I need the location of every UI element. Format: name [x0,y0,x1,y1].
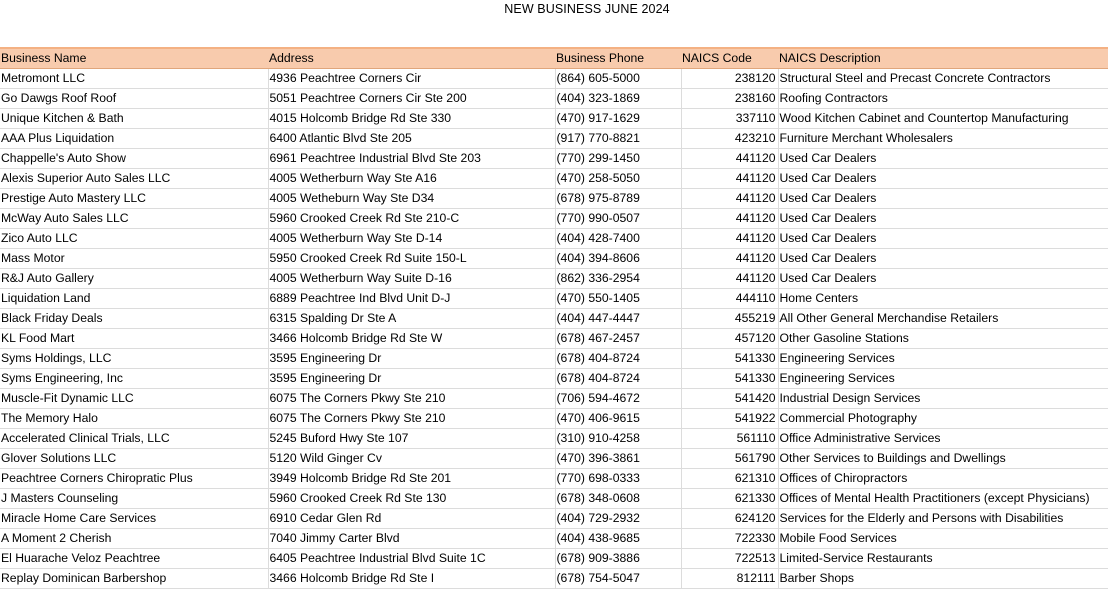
table-row [0,249,1108,269]
cell-naics-description[interactable]: Engineering Services [778,349,1108,369]
cell-business-phone[interactable]: (678) 975-8789 [555,189,681,209]
cell-business-phone[interactable]: (917) 770-8821 [555,129,681,149]
cell-business-name[interactable]: KL Food Mart [0,329,268,349]
cell-naics-code[interactable]: 423210 [681,129,778,149]
cell-address[interactable]: 5245 Buford Hwy Ste 107 [268,429,555,449]
table-row [0,189,1108,209]
cell-naics-description[interactable]: Wood Kitchen Cabinet and Countertop Manufacturing [778,109,1108,129]
cell-business-phone[interactable]: (678) 348-0608 [555,489,681,509]
cell-address[interactable]: 4005 Wetherburn Way Ste A16 [268,169,555,189]
table-row [0,109,1108,129]
cell-naics-description[interactable]: Limited-Service Restaurants [778,549,1108,569]
cell-naics-description[interactable]: Used Car Dealers [778,269,1108,289]
cell-naics-description[interactable]: Used Car Dealers [778,229,1108,249]
cell-business-name[interactable]: Prestige Auto Mastery LLC [0,189,268,209]
cell-naics-code[interactable]: 238160 [681,89,778,109]
cell-business-phone[interactable]: (470) 396-3861 [555,449,681,469]
cell-naics-code[interactable]: 541922 [681,409,778,429]
cell-business-name[interactable]: Zico Auto LLC [0,229,268,249]
cell-naics-description[interactable]: Used Car Dealers [778,209,1108,229]
cell-business-name[interactable]: Miracle Home Care Services [0,509,268,529]
cell-address[interactable]: 3466 Holcomb Bridge Rd Ste W [268,329,555,349]
cell-business-name[interactable]: Metromont LLC [0,69,268,89]
page-title: NEW BUSINESS JUNE 2024 [504,2,670,16]
cell-naics-description[interactable]: Offices of Mental Health Practitioners (except Physicians) [778,489,1108,509]
table-row [0,389,1108,409]
cell-business-phone[interactable]: (706) 594-4672 [555,389,681,409]
table-row [0,329,1108,349]
cell-business-phone[interactable]: (770) 990-0507 [555,209,681,229]
cell-address[interactable]: 5960 Crooked Creek Rd Ste 210-C [268,209,555,229]
cell-address[interactable]: 4005 Wetherburn Way Ste D-14 [268,229,555,249]
cell-naics-description[interactable]: Other Gasoline Stations [778,329,1108,349]
cell-naics-description[interactable]: Used Car Dealers [778,169,1108,189]
cell-address[interactable]: 4005 Wetherburn Way Suite D-16 [268,269,555,289]
cell-business-name[interactable]: McWay Auto Sales LLC [0,209,268,229]
table-row [0,289,1108,309]
cell-naics-code[interactable]: 337110 [681,109,778,129]
cell-business-phone[interactable]: (862) 336-2954 [555,269,681,289]
cell-naics-description[interactable]: Roofing Contractors [778,89,1108,109]
cell-business-name[interactable]: Glover Solutions LLC [0,449,268,469]
cell-business-phone[interactable]: (678) 909-3886 [555,549,681,569]
table-row [0,369,1108,389]
cell-naics-description[interactable]: Barber Shops [778,569,1108,589]
table-row [0,149,1108,169]
cell-naics-code[interactable]: 812111 [681,569,778,589]
cell-address[interactable]: 6315 Spalding Dr Ste A [268,309,555,329]
cell-naics-code[interactable]: 722513 [681,549,778,569]
cell-naics-description[interactable]: Mobile Food Services [778,529,1108,549]
cell-address[interactable]: 4936 Peachtree Corners Cir [268,69,555,89]
table-row [0,129,1108,149]
cell-naics-description[interactable]: Used Car Dealers [778,249,1108,269]
cell-business-phone[interactable]: (770) 698-0333 [555,469,681,489]
cell-address[interactable]: 6910 Cedar Glen Rd [268,509,555,529]
table-row [0,169,1108,189]
cell-business-phone[interactable]: (678) 404-8724 [555,349,681,369]
cell-business-name[interactable]: AAA Plus Liquidation [0,129,268,149]
cell-naics-code[interactable]: 238120 [681,69,778,89]
cell-business-phone[interactable]: (470) 406-9615 [555,409,681,429]
cell-business-phone[interactable]: (404) 428-7400 [555,229,681,249]
cell-business-phone[interactable]: (770) 299-1450 [555,149,681,169]
cell-business-name[interactable]: A Moment 2 Cherish [0,529,268,549]
table-row [0,349,1108,369]
table-row [0,69,1108,89]
cell-business-name[interactable]: The Memory Halo [0,409,268,429]
cell-naics-code[interactable]: 441120 [681,229,778,249]
column-header-address[interactable]: Address [268,48,555,69]
cell-naics-description[interactable]: Services for the Elderly and Persons with Disabilities [778,509,1108,529]
table-row [0,429,1108,449]
cell-business-name[interactable]: Unique Kitchen & Bath [0,109,268,129]
cell-naics-code[interactable]: 441120 [681,269,778,289]
cell-address[interactable]: 6075 The Corners Pkwy Ste 210 [268,409,555,429]
table-row [0,489,1108,509]
cell-address[interactable]: 6889 Peachtree Ind Blvd Unit D-J [268,289,555,309]
table-row [0,89,1108,109]
cell-address[interactable]: 6075 The Corners Pkwy Ste 210 [268,389,555,409]
cell-naics-code[interactable]: 561110 [681,429,778,449]
table-row [0,209,1108,229]
cell-naics-code[interactable]: 541330 [681,369,778,389]
table-row [0,529,1108,549]
table-row [0,269,1108,289]
cell-naics-code[interactable]: 444110 [681,289,778,309]
table-row [0,409,1108,429]
cell-naics-code[interactable]: 621310 [681,469,778,489]
column-header-business-phone[interactable]: Business Phone [555,48,681,69]
cell-naics-code[interactable]: 722330 [681,529,778,549]
cell-business-name[interactable]: Syms Holdings, LLC [0,349,268,369]
cell-naics-code[interactable]: 541330 [681,349,778,369]
cell-business-name[interactable]: R&J Auto Gallery [0,269,268,289]
cell-naics-code[interactable]: 457120 [681,329,778,349]
cell-address[interactable]: 3949 Holcomb Bridge Rd Ste 201 [268,469,555,489]
cell-business-phone[interactable]: (470) 550-1405 [555,289,681,309]
table-row [0,549,1108,569]
cell-business-name[interactable]: Muscle-Fit Dynamic LLC [0,389,268,409]
cell-naics-code[interactable]: 441120 [681,169,778,189]
cell-address[interactable]: 5051 Peachtree Corners Cir Ste 200 [268,89,555,109]
cell-business-phone[interactable]: (678) 404-8724 [555,369,681,389]
cell-business-name[interactable]: Replay Dominican Barbershop [0,569,268,589]
cell-naics-code[interactable]: 624120 [681,509,778,529]
cell-business-name[interactable]: Chappelle's Auto Show [0,149,268,169]
cell-naics-description[interactable]: Industrial Design Services [778,389,1108,409]
table-row [0,469,1108,489]
cell-business-name[interactable]: Go Dawgs Roof Roof [0,89,268,109]
cell-naics-description[interactable]: Engineering Services [778,369,1108,389]
cell-business-phone[interactable]: (864) 605-5000 [555,69,681,89]
cell-business-phone[interactable]: (404) 438-9685 [555,529,681,549]
cell-business-phone[interactable]: (404) 394-8606 [555,249,681,269]
cell-business-name[interactable]: El Huarache Veloz Peachtree [0,549,268,569]
table-row [0,449,1108,469]
cell-naics-description[interactable]: Furniture Merchant Wholesalers [778,129,1108,149]
cell-address[interactable]: 5960 Crooked Creek Rd Ste 130 [268,489,555,509]
cell-address[interactable]: 3466 Holcomb Bridge Rd Ste I [268,569,555,589]
column-header-business-name[interactable]: Business Name [0,48,268,69]
cell-business-name[interactable]: Alexis Superior Auto Sales LLC [0,169,268,189]
cell-naics-description[interactable]: Structural Steel and Precast Concrete Contractors [778,69,1108,89]
cell-naics-description[interactable]: Offices of Chiropractors [778,469,1108,489]
header-row [0,48,1108,69]
table-row [0,569,1108,589]
cell-address[interactable]: 5950 Crooked Creek Rd Suite 150-L [268,249,555,269]
cell-naics-description[interactable]: Commercial Photography [778,409,1108,429]
cell-business-name[interactable]: Peachtree Corners Chiropratic Plus [0,469,268,489]
cell-naics-code[interactable]: 441120 [681,209,778,229]
cell-address[interactable]: 5120 Wild Ginger Cv [268,449,555,469]
cell-address[interactable]: 4005 Wetheburn Way Ste D34 [268,189,555,209]
cell-business-name[interactable]: Accelerated Clinical Trials, LLC [0,429,268,449]
table-row [0,229,1108,249]
cell-business-name[interactable]: Black Friday Deals [0,309,268,329]
business-table [0,47,1108,589]
cell-naics-description[interactable]: All Other General Merchandise Retailers [778,309,1108,329]
cell-naics-code[interactable]: 455219 [681,309,778,329]
cell-address[interactable]: 6961 Peachtree Industrial Blvd Ste 203 [268,149,555,169]
column-header-naics-code[interactable]: NAICS Code [681,48,778,69]
cell-business-name[interactable]: Liquidation Land [0,289,268,309]
cell-business-name[interactable]: J Masters Counseling [0,489,268,509]
cell-address[interactable]: 6405 Peachtree Industrial Blvd Suite 1C [268,549,555,569]
cell-naics-code[interactable]: 621330 [681,489,778,509]
cell-business-phone[interactable]: (404) 323-1869 [555,89,681,109]
cell-naics-description[interactable]: Home Centers [778,289,1108,309]
cell-naics-description[interactable]: Office Administrative Services [778,429,1108,449]
cell-business-name[interactable]: Syms Engineering, Inc [0,369,268,389]
cell-naics-code[interactable]: 441120 [681,189,778,209]
cell-business-phone[interactable]: (404) 447-4447 [555,309,681,329]
cell-address[interactable]: 3595 Engineering Dr [268,349,555,369]
cell-business-phone[interactable]: (470) 917-1629 [555,109,681,129]
table-row [0,509,1108,529]
cell-business-phone[interactable]: (678) 467-2457 [555,329,681,349]
cell-business-phone[interactable]: (470) 258-5050 [555,169,681,189]
cell-naics-code[interactable]: 441120 [681,149,778,169]
cell-address[interactable]: 6400 Atlantic Blvd Ste 205 [268,129,555,149]
table-row [0,309,1108,329]
cell-address[interactable]: 3595 Engineering Dr [268,369,555,389]
cell-address[interactable]: 7040 Jimmy Carter Blvd [268,529,555,549]
table-body [0,69,1108,589]
cell-naics-code[interactable]: 441120 [681,249,778,269]
cell-naics-code[interactable]: 541420 [681,389,778,409]
cell-address[interactable]: 4015 Holcomb Bridge Rd Ste 330 [268,109,555,129]
cell-business-name[interactable]: Mass Motor [0,249,268,269]
cell-naics-description[interactable]: Used Car Dealers [778,189,1108,209]
column-header-naics-description[interactable]: NAICS Description [778,48,1108,69]
cell-business-phone[interactable]: (404) 729-2932 [555,509,681,529]
cell-naics-description[interactable]: Other Services to Buildings and Dwellings [778,449,1108,469]
cell-naics-description[interactable]: Used Car Dealers [778,149,1108,169]
cell-business-phone[interactable]: (310) 910-4258 [555,429,681,449]
cell-business-phone[interactable]: (678) 754-5047 [555,569,681,589]
cell-naics-code[interactable]: 561790 [681,449,778,469]
